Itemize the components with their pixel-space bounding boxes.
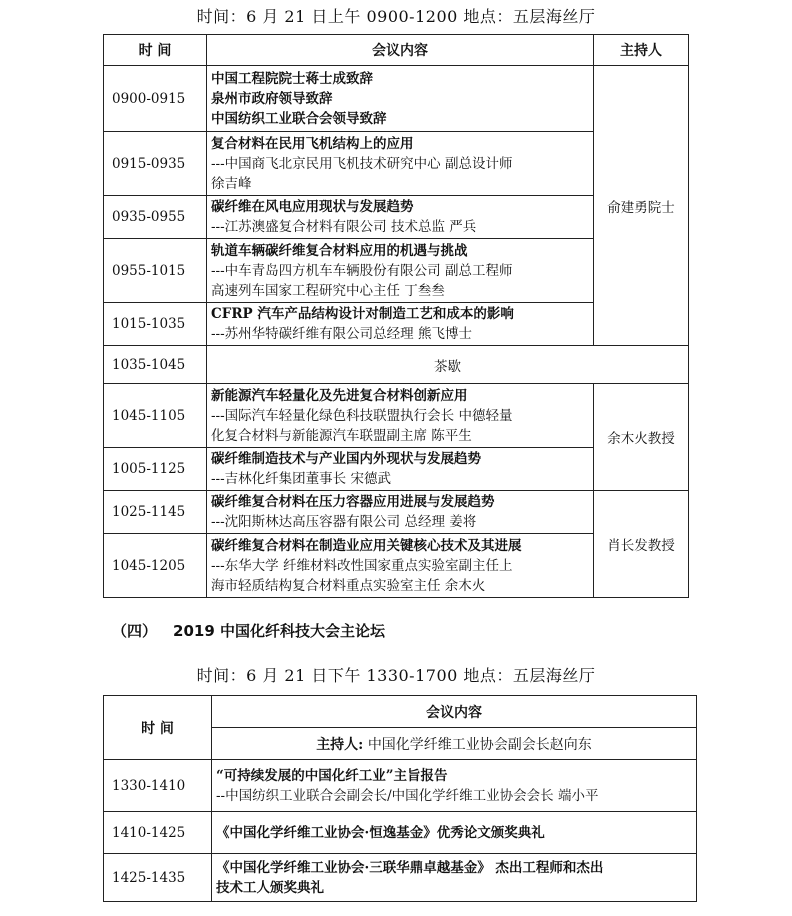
row-time: 0935-0955 — [104, 196, 207, 239]
afternoon-caption: 时间：6 月 21 日下午 1330-1700 地点：五层海丝厅 — [196, 666, 596, 685]
row-line: 泉州市政府领导致辞 — [211, 90, 333, 107]
row-line: 高速列车国家工程研究中心主任 丁叁叁 — [211, 282, 445, 299]
row-time: 0900-0915 — [104, 66, 207, 132]
row-content — [207, 491, 594, 534]
row-line: ---中车青岛四方机车车辆股份有限公司 副总工程师 — [211, 262, 513, 279]
row-content — [207, 384, 594, 448]
table-row — [104, 812, 697, 854]
section-title: 2019 中国化纤科技大会主论坛 — [173, 622, 385, 640]
row-time: 1045-1105 — [104, 384, 207, 448]
tea-break: 茶歇 — [207, 346, 689, 384]
row-title: 碳纤维复合材料在制造业应用关键核心技术及其进展 — [211, 537, 522, 554]
host-cell: 俞建勇院士 — [594, 66, 689, 346]
header-host: 主持人 — [594, 35, 689, 66]
row-line: ---江苏澳盛复合材料有限公司 技术总监 严兵 — [211, 219, 477, 235]
afternoon-schedule-table — [103, 695, 697, 902]
table-row — [104, 760, 697, 812]
table-row — [104, 491, 689, 534]
row-content — [207, 448, 594, 491]
header-time: 时 间 — [104, 35, 207, 66]
row-line: ---中国商飞北京民用飞机技术研究中心 副总设计师 — [211, 155, 513, 172]
row-line: 海市轻质结构复合材料重点实验室主任 余木火 — [211, 577, 486, 594]
row-line: 中国工程院院士蒋士成致辞 — [211, 70, 373, 87]
table-row — [104, 854, 697, 902]
host-label: 主持人: — [316, 736, 364, 753]
row-time: 1005-1125 — [104, 448, 207, 491]
row-title: 《中国化学纤维工业协会·三联华鼎卓越基金》 杰出工程师和杰出 — [216, 859, 604, 876]
row-title: 碳纤维在风电应用现状与发展趋势 — [211, 199, 414, 215]
row-content — [212, 812, 697, 854]
row-content — [207, 534, 594, 598]
row-time: 1425-1435 — [104, 854, 212, 902]
row-title: 碳纤维制造技术与产业国内外现状与发展趋势 — [211, 451, 481, 467]
section-number: （四） — [112, 622, 158, 640]
row-title: “可持续发展的中国化纤工业”主旨报告 — [216, 767, 448, 784]
header-content: 会议内容 — [207, 35, 594, 66]
section-heading — [112, 620, 385, 641]
table-row — [104, 384, 689, 448]
row-line: ---东华大学 纤维材料改性国家重点实验室副主任上 — [211, 557, 513, 574]
header-content: 会议内容 — [212, 696, 697, 728]
row-line: 中国纺织工业联合会领导致辞 — [211, 110, 387, 127]
row-line: 徐吉峰 — [211, 175, 252, 192]
row-time: 1025-1145 — [104, 491, 207, 534]
row-time: 0955-1015 — [104, 239, 207, 303]
row-title: 新能源汽车轻量化及先进复合材料创新应用 — [211, 387, 468, 404]
row-title: 《中国化学纤维工业协会·恒逸基金》优秀论文颁奖典礼 — [216, 824, 545, 841]
host-value: 中国化学纤维工业协会副会长赵向东 — [367, 736, 592, 753]
row-line: 化复合材料与新能源汽车联盟副主席 陈平生 — [211, 427, 472, 444]
row-content — [212, 854, 697, 902]
row-time: 1015-1035 — [104, 303, 207, 346]
row-content — [212, 760, 697, 812]
row-time: 1330-1410 — [104, 760, 212, 812]
row-time: 0915-0935 — [104, 132, 207, 196]
row-time: 1035-1045 — [104, 346, 207, 384]
row-content — [207, 196, 594, 239]
row-time: 1410-1425 — [104, 812, 212, 854]
row-line: --中国纺织工业联合会副会长/中国化学纤维工业协会会长 端小平 — [216, 787, 599, 804]
row-title-continued: 技术工人颁奖典礼 — [216, 879, 324, 896]
row-content — [207, 66, 594, 132]
afternoon-host — [212, 728, 697, 760]
row-time: 1045-1205 — [104, 534, 207, 598]
row-title: 复合材料在民用飞机结构上的应用 — [211, 135, 414, 152]
table-row — [104, 66, 689, 132]
host-cell: 余木火教授 — [594, 384, 689, 491]
morning-schedule-table — [103, 34, 689, 598]
row-line: ---沈阳斯林达高压容器有限公司 总经理 姜将 — [211, 514, 477, 530]
host-cell: 肖长发教授 — [594, 491, 689, 598]
row-content — [207, 303, 594, 346]
row-title: 碳纤维复合材料在压力容器应用进展与发展趋势 — [211, 494, 495, 510]
row-content — [207, 132, 594, 196]
table-row — [104, 346, 689, 384]
row-line: ---国际汽车轻量化绿色科技联盟执行会长 中德轻量 — [211, 407, 513, 424]
header-time: 时 间 — [104, 696, 212, 760]
row-title: 轨道车辆碳纤维复合材料应用的机遇与挑战 — [211, 242, 468, 259]
morning-caption: 时间：6 月 21 日上午 0900-1200 地点：五层海丝厅 — [196, 7, 596, 26]
row-content — [207, 239, 594, 303]
row-line: ---吉林化纤集团董事长 宋德武 — [211, 471, 391, 487]
row-line: ---苏州华特碳纤维有限公司总经理 熊飞博士 — [211, 326, 472, 342]
row-title: CFRP 汽车产品结构设计对制造工艺和成本的影响 — [211, 306, 514, 322]
